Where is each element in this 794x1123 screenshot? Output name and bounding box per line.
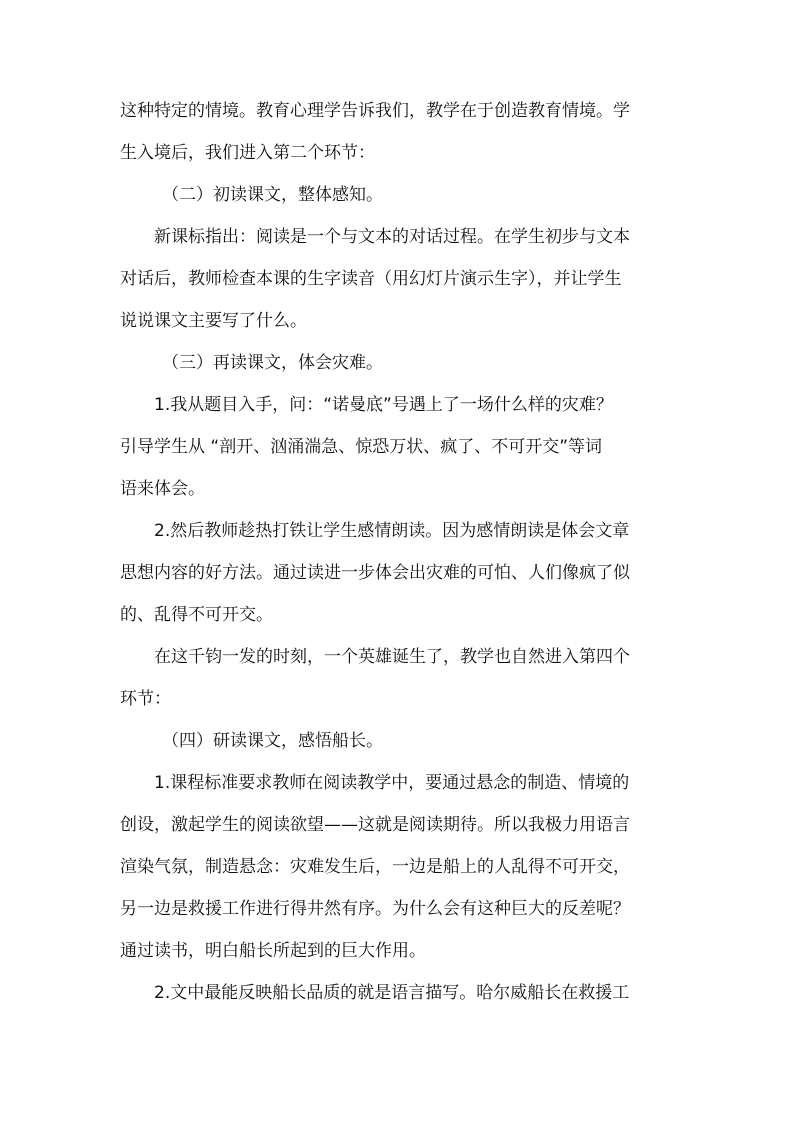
text-line: 在这千钧一发的时刻，一个英雄诞生了，教学也自然进入第四个: [154, 647, 630, 667]
text-line: 对话后，教师检查本课的生字读音（用幻灯片演示生字），并让学生: [120, 269, 622, 289]
text-line: 生入境后，我们进入第二个环节：: [120, 143, 375, 163]
text-line: 说说课文主要写了什么。: [120, 311, 307, 331]
text-line: 这种特定的情境。教育心理学告诉我们，教学在于创造教育情境。学: [120, 101, 630, 121]
document-body: [120, 90, 680, 1014]
text-line: 语来体会。: [120, 479, 205, 499]
text-line: 引导学生从 “剖开、汹涌湍急、惊恐万状、疯了、不可开交”等词: [120, 437, 603, 457]
section-heading-4: （四）研读课文，感悟船长。: [162, 731, 383, 751]
text-line: 思想内容的好方法。通过读进一步体会出灾难的可怕、人们像疯了似: [120, 563, 630, 583]
text-line: 2.文中最能反映船长品质的就是语言描写。哈尔威船长在救援工: [154, 983, 630, 1003]
section-heading-2: （二）初读课文，整体感知。: [162, 185, 383, 205]
text-line: 的、乱得不可开交。: [120, 605, 273, 625]
section-heading-3: （三）再读课文，体会灾难。: [162, 353, 383, 373]
text-line: 另一边是救援工作进行得井然有序。为什么会有这种巨大的反差呢？: [120, 899, 630, 919]
text-line: 环节：: [120, 689, 171, 709]
text-line: 通过读书，明白船长所起到的巨大作用。: [120, 941, 426, 961]
text-line: 创设，激起学生的阅读欲望——这就是阅读期待。所以我极力用语言: [120, 815, 630, 835]
text-line: 渲染气氛，制造悬念：灾难发生后，一边是船上的人乱得不可开交，: [120, 857, 630, 877]
text-line: 1.课程标准要求教师在阅读教学中，要通过悬念的制造、情境的: [154, 773, 630, 793]
text-line: 1.我从题目入手，问：“诺曼底”号遇上了一场什么样的灾难？: [154, 395, 613, 415]
text-line: 新课标指出：阅读是一个与文本的对话过程。在学生初步与文本: [154, 227, 630, 247]
text-line: 2.然后教师趁热打铁让学生感情朗读。因为感情朗读是体会文章: [154, 521, 630, 541]
